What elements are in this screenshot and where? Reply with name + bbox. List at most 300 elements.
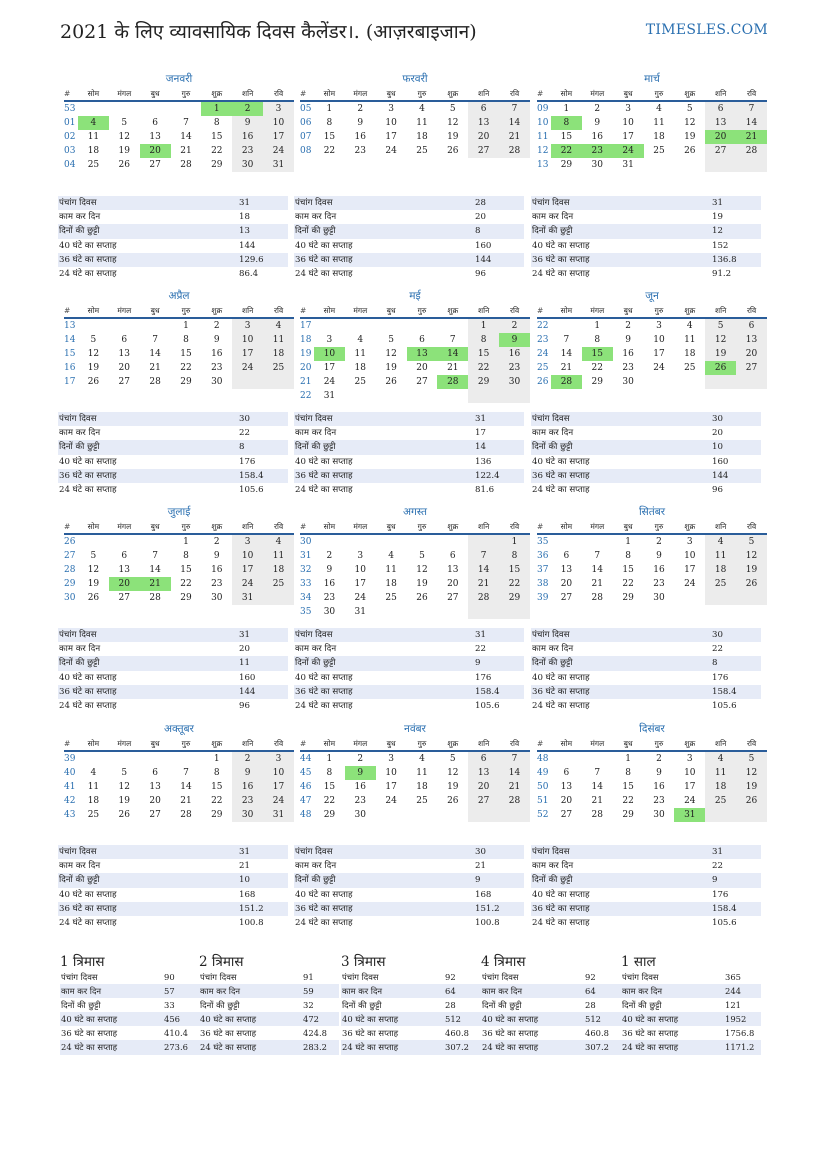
day-cell: 15 — [180, 349, 192, 359]
stat-label: 36 घंटे का सप्ताह — [532, 903, 590, 914]
week-row — [64, 766, 294, 780]
day-cell: 25 — [263, 577, 294, 591]
month-name: दिसंबर — [639, 723, 665, 735]
day-cell: 25 — [653, 146, 665, 156]
stat-label: 24 घंटे का सप्ताह — [59, 268, 117, 279]
stat-row — [58, 426, 288, 440]
day-cell: 19 — [87, 579, 100, 589]
week-number: 47 — [300, 796, 312, 806]
day-cell: 16 — [232, 780, 263, 794]
stat-value: 176 — [475, 672, 492, 683]
week-number: 21 — [300, 377, 312, 387]
summary-label: पंचांग दिवस — [342, 972, 379, 982]
day-cell: 3 — [232, 534, 263, 549]
stat-value: 100.8 — [475, 917, 500, 928]
day-cell: 2 — [357, 754, 364, 764]
week-row — [64, 116, 294, 130]
weekday-header: सोम — [78, 88, 109, 101]
stat-value: 96 — [712, 484, 723, 495]
week-number: 08 — [300, 146, 312, 156]
summary-title: 3 त्रिमास — [341, 954, 386, 970]
day-cell: 28 — [180, 160, 192, 170]
day-cell: 7 — [499, 751, 530, 766]
week-number: 02 — [64, 132, 76, 142]
week-number: 35 — [537, 537, 549, 547]
day-cell: 31 — [354, 607, 366, 617]
day-cell: 30 — [622, 377, 634, 387]
month-stats — [531, 628, 761, 713]
stat-value: 160 — [239, 672, 256, 683]
weekday-header: मंगल — [345, 88, 376, 101]
empty-cell — [345, 389, 376, 403]
summary-row — [621, 1026, 761, 1040]
day-cell: 7 — [563, 335, 570, 345]
weekday-header: बुध — [376, 88, 407, 101]
day-cell: 5 — [90, 551, 97, 561]
weekday-header: रवि — [499, 88, 530, 101]
week-row — [300, 130, 530, 144]
summary-row — [60, 1040, 200, 1054]
week-row — [300, 318, 530, 333]
week-row — [64, 549, 294, 563]
stat-row — [294, 455, 524, 469]
month-stats — [294, 845, 524, 930]
day-cell: 18 — [416, 782, 428, 792]
day-cell: 26 — [385, 377, 397, 387]
day-cell: 1 — [213, 754, 220, 764]
stat-label: 24 घंटे का सप्ताह — [532, 484, 590, 495]
summary-row — [621, 1040, 761, 1054]
day-cell: 18 — [385, 579, 397, 589]
day-cell: 12 — [684, 118, 696, 128]
empty-cell — [109, 318, 140, 333]
stat-row — [531, 916, 761, 930]
day-cell: 9 — [656, 551, 662, 561]
stat-label: दिनों की छुट्टी — [532, 658, 573, 669]
week-number: 33 — [300, 579, 312, 589]
weekday-header: रवि — [499, 738, 530, 751]
week-number: 26 — [537, 377, 549, 387]
day-cell: 14 — [468, 563, 499, 577]
stat-label: दिनों की छुट्टी — [59, 658, 100, 669]
stat-row — [531, 483, 761, 497]
day-cell: 13 — [736, 333, 767, 347]
month-calendar — [300, 722, 530, 822]
day-cell: 11 — [684, 335, 696, 345]
stat-label: 40 घंटे का सप्ताह — [295, 240, 353, 251]
empty-cell — [644, 375, 675, 389]
week-number: 22 — [300, 391, 312, 401]
stat-value: 86.4 — [239, 268, 259, 279]
week-number-header: # — [537, 305, 551, 318]
month-stats — [531, 412, 761, 497]
day-cell: 5 — [449, 754, 456, 764]
day-cell: 11 — [705, 549, 736, 563]
day-cell: 2 — [656, 754, 662, 764]
week-number: 10 — [537, 118, 549, 128]
week-row — [537, 766, 767, 780]
stat-value: 21 — [475, 861, 486, 872]
stat-row — [294, 426, 524, 440]
stat-value: 96 — [475, 268, 486, 279]
week-number: 32 — [300, 565, 312, 575]
stat-value: 176 — [239, 456, 256, 467]
week-row — [537, 318, 767, 333]
day-cell: 14 — [149, 565, 161, 575]
stat-row — [294, 699, 524, 713]
stat-label: दिनों की छुट्टी — [532, 226, 573, 237]
stat-label: दिनों की छुट्टी — [295, 875, 336, 886]
week-number: 12 — [537, 146, 549, 156]
stat-value: 9 — [712, 875, 718, 886]
stat-value: 31 — [475, 414, 486, 424]
week-number: 43 — [64, 810, 76, 820]
week-row — [300, 563, 530, 577]
stat-row — [58, 455, 288, 469]
stat-label: 40 घंटे का सप्ताह — [59, 456, 117, 467]
week-number: 38 — [537, 579, 549, 589]
month-calendar — [300, 289, 530, 403]
week-number: 17 — [64, 377, 76, 387]
day-cell: 17 — [653, 349, 665, 359]
stat-label: काम कर दिन — [59, 428, 101, 439]
week-row — [300, 751, 530, 766]
day-cell: 5 — [736, 534, 767, 549]
day-cell: 19 — [416, 579, 428, 589]
day-cell: 25 — [87, 810, 100, 820]
month-table — [64, 88, 294, 172]
day-cell: 19 — [118, 146, 130, 156]
day-cell: 19 — [118, 796, 130, 806]
day-cell: 11 — [653, 118, 665, 128]
weekday-header: मंगल — [582, 738, 613, 751]
summary-label: दिनों की छुट्टी — [342, 1000, 382, 1011]
day-cell: 6 — [449, 551, 456, 561]
day-cell: 28 — [591, 810, 603, 820]
summary-label: 40 घंटे का सप्ताह — [622, 1014, 679, 1025]
stat-row — [294, 483, 524, 497]
weekday-header: शुक्र — [674, 738, 705, 751]
stat-value: 144 — [712, 470, 729, 481]
empty-cell — [468, 605, 499, 619]
week-number: 30 — [300, 537, 312, 547]
weekday-header: गुरु — [407, 88, 438, 101]
day-cell: 26 — [118, 160, 130, 170]
stat-value: 20 — [475, 212, 486, 223]
day-cell: 16 — [653, 565, 665, 575]
empty-cell — [376, 808, 407, 822]
day-cell: 28 — [499, 794, 530, 808]
week-row — [537, 549, 767, 563]
week-number-header: # — [300, 88, 314, 101]
stat-value: 22 — [239, 428, 250, 439]
day-cell: 3 — [625, 104, 631, 114]
month-calendar — [300, 505, 530, 619]
stat-value: 168 — [475, 889, 492, 900]
period-summary — [60, 952, 200, 1055]
day-cell: 24 — [684, 579, 696, 589]
stat-label: पंचांग दिवस — [295, 847, 333, 857]
day-cell: 4 — [263, 318, 294, 333]
day-cell: 10 — [263, 116, 294, 130]
stat-row — [58, 440, 288, 454]
week-number: 16 — [64, 363, 76, 373]
week-number: 41 — [64, 782, 76, 792]
day-cell: 2 — [213, 321, 220, 331]
week-number: 25 — [537, 363, 549, 373]
stat-row — [294, 440, 524, 454]
summary-value: 1756.8 — [725, 1028, 755, 1039]
day-cell: 27 — [149, 810, 161, 820]
day-cell: 22 — [591, 363, 603, 373]
stat-row — [58, 196, 288, 210]
week-number: 49 — [537, 768, 549, 778]
week-number: 13 — [537, 160, 549, 170]
day-cell: 13 — [447, 565, 459, 575]
stat-row — [531, 253, 761, 267]
stat-value: 9 — [475, 658, 481, 669]
day-cell: 10 — [622, 118, 634, 128]
day-cell: 20 — [416, 363, 428, 373]
weekday-header: शुक्र — [201, 88, 232, 101]
empty-cell — [468, 808, 499, 822]
summary-label: 24 घंटे का सप्ताह — [61, 1042, 118, 1053]
stat-value: 158.4 — [475, 686, 500, 697]
empty-cell — [582, 534, 613, 549]
stat-row — [294, 873, 524, 887]
empty-cell — [468, 389, 499, 403]
week-row — [64, 577, 294, 591]
summary-row — [621, 998, 761, 1012]
day-cell: 5 — [736, 751, 767, 766]
site-brand-link[interactable]: TIMESLES.COM — [645, 22, 768, 38]
day-cell: 8 — [499, 549, 530, 563]
week-number: 28 — [64, 565, 76, 575]
summary-label: 40 घंटे का सप्ताह — [482, 1014, 539, 1025]
summary-value: 64 — [445, 986, 456, 997]
day-cell: 30 — [232, 808, 263, 822]
weekday-header: रवि — [736, 521, 767, 534]
day-cell: 25 — [705, 794, 736, 808]
stat-row — [58, 628, 288, 642]
day-cell: 1 — [594, 321, 601, 331]
day-cell: 17 — [232, 563, 263, 577]
stat-label: 24 घंटे का सप्ताह — [532, 700, 590, 711]
weekday-header: सोम — [314, 738, 345, 751]
month-stats — [294, 628, 524, 713]
stat-label: काम कर दिन — [295, 861, 337, 872]
stat-value: 31 — [239, 847, 250, 857]
day-cell: 31 — [622, 160, 634, 170]
summary-value: 92 — [445, 972, 456, 982]
week-row — [537, 130, 767, 144]
day-cell: 10 — [385, 118, 397, 128]
month-table — [64, 738, 294, 822]
empty-cell — [376, 534, 407, 549]
stat-value: 152 — [712, 240, 729, 251]
day-cell: 17 — [263, 130, 294, 144]
day-cell: 5 — [705, 318, 736, 333]
stat-row — [294, 267, 524, 281]
summary-value: 472 — [303, 1014, 319, 1025]
week-row — [537, 577, 767, 591]
week-row — [64, 347, 294, 361]
stat-label: 40 घंटे का सप्ताह — [532, 456, 590, 467]
day-cell: 4 — [263, 534, 294, 549]
week-row — [300, 549, 530, 563]
day-cell: 23 — [653, 796, 665, 806]
day-cell: 18 — [354, 363, 366, 373]
stat-value: 160 — [712, 456, 729, 467]
day-cell: 29 — [211, 160, 223, 170]
day-cell: 10 — [232, 549, 263, 563]
stat-value: 13 — [239, 226, 250, 237]
day-cell: 11 — [263, 333, 294, 347]
stat-value: 105.6 — [712, 917, 737, 928]
day-cell: 21 — [499, 130, 530, 144]
day-cell: 19 — [684, 132, 696, 142]
day-cell: 13 — [118, 349, 130, 359]
day-cell: 3 — [388, 104, 394, 114]
day-cell: 21 — [591, 579, 603, 589]
day-cell: 27 — [736, 361, 767, 375]
day-cell: 13 — [407, 347, 438, 361]
month-name: नवंबर — [404, 723, 426, 735]
stat-row — [294, 469, 524, 483]
day-cell: 15 — [323, 782, 336, 792]
stat-label: 40 घंटे का सप्ताह — [59, 672, 117, 683]
empty-cell — [407, 318, 438, 333]
summary-value: 456 — [164, 1014, 180, 1025]
week-number-header: # — [300, 305, 314, 318]
day-cell: 27 — [560, 810, 573, 820]
stat-row — [58, 671, 288, 685]
day-cell: 22 — [211, 796, 223, 806]
month-name: सितंबर — [638, 506, 666, 518]
summary-row — [341, 998, 481, 1012]
summary-value: 91 — [303, 972, 314, 982]
day-cell: 17 — [232, 347, 263, 361]
summary-label: 36 घंटे का सप्ताह — [622, 1028, 679, 1039]
summary-label: 24 घंटे का सप्ताह — [482, 1042, 539, 1053]
summary-value: 283.2 — [303, 1042, 327, 1053]
day-cell: 29 — [622, 593, 634, 603]
summary-label: 36 घंटे का सप्ताह — [482, 1028, 539, 1039]
empty-cell — [736, 375, 767, 389]
day-cell: 16 — [354, 782, 366, 792]
stat-value: 122.4 — [475, 470, 500, 481]
empty-cell — [345, 318, 376, 333]
stat-value: 8 — [475, 226, 481, 237]
stat-value: 31 — [712, 847, 723, 857]
summary-row — [481, 1026, 621, 1040]
day-cell: 4 — [705, 534, 736, 549]
week-row — [300, 101, 530, 116]
week-number: 09 — [537, 104, 549, 114]
month-calendar — [300, 72, 530, 158]
summary-label: 24 घंटे का सप्ताह — [622, 1042, 679, 1053]
empty-cell — [437, 808, 468, 822]
stat-row — [58, 224, 288, 238]
stat-label: 24 घंटे का सप्ताह — [59, 917, 117, 928]
period-summary — [199, 952, 339, 1055]
day-cell: 9 — [656, 768, 662, 778]
day-cell: 21 — [149, 363, 161, 373]
summary-label: काम कर दिन — [200, 986, 241, 997]
day-cell: 10 — [354, 565, 366, 575]
summary-title: 1 साल — [621, 954, 656, 970]
stat-value: 144 — [239, 686, 256, 697]
weekday-header: सोम — [314, 305, 345, 318]
week-row — [300, 333, 530, 347]
day-cell: 5 — [686, 104, 693, 114]
day-cell: 21 — [180, 146, 192, 156]
day-cell: 24 — [232, 361, 263, 375]
week-number-header: # — [537, 521, 551, 534]
day-cell: 2 — [625, 321, 631, 331]
empty-cell — [437, 534, 468, 549]
empty-cell — [674, 375, 705, 389]
day-cell: 11 — [87, 132, 100, 142]
weekday-header: शनि — [232, 88, 263, 101]
week-number: 15 — [64, 349, 76, 359]
summary-value: 307.2 — [445, 1042, 469, 1053]
period-summary — [621, 952, 761, 1055]
day-cell: 23 — [211, 579, 223, 589]
week-row — [64, 534, 294, 549]
day-cell: 27 — [560, 593, 573, 603]
stat-label: दिनों की छुट्टी — [532, 875, 573, 886]
empty-cell — [171, 751, 202, 766]
week-number-header: # — [64, 521, 78, 534]
empty-cell — [551, 751, 582, 766]
day-cell: 23 — [499, 361, 530, 375]
day-cell: 14 — [591, 782, 603, 792]
week-row — [300, 605, 530, 619]
day-cell: 29 — [211, 810, 223, 820]
day-cell: 20 — [560, 579, 573, 589]
day-cell: 13 — [118, 565, 130, 575]
week-row — [300, 116, 530, 130]
day-cell: 8 — [625, 768, 631, 778]
week-row — [64, 318, 294, 333]
summary-row — [341, 984, 481, 998]
day-cell: 20 — [560, 796, 573, 806]
summary-title: 2 त्रिमास — [199, 954, 244, 970]
day-cell: 29 — [560, 160, 573, 170]
empty-cell — [263, 591, 294, 605]
week-row — [537, 591, 767, 605]
day-cell: 15 — [622, 565, 634, 575]
weekday-header: बुध — [613, 521, 644, 534]
empty-cell — [78, 534, 109, 549]
day-cell: 7 — [499, 101, 530, 116]
weekday-header: शुक्र — [674, 305, 705, 318]
day-cell: 15 — [560, 132, 573, 142]
weekday-header: बुध — [613, 88, 644, 101]
week-number: 11 — [537, 132, 549, 142]
stat-row — [531, 902, 761, 916]
day-cell: 27 — [118, 593, 130, 603]
day-cell: 7 — [468, 549, 499, 563]
month-name: अप्रैल — [168, 290, 190, 302]
day-cell: 7 — [594, 551, 601, 561]
weekday-header: मंगल — [345, 305, 376, 318]
summary-row — [341, 1026, 481, 1040]
week-row — [537, 101, 767, 116]
day-cell: 24 — [385, 146, 397, 156]
day-cell: 20 — [736, 347, 767, 361]
